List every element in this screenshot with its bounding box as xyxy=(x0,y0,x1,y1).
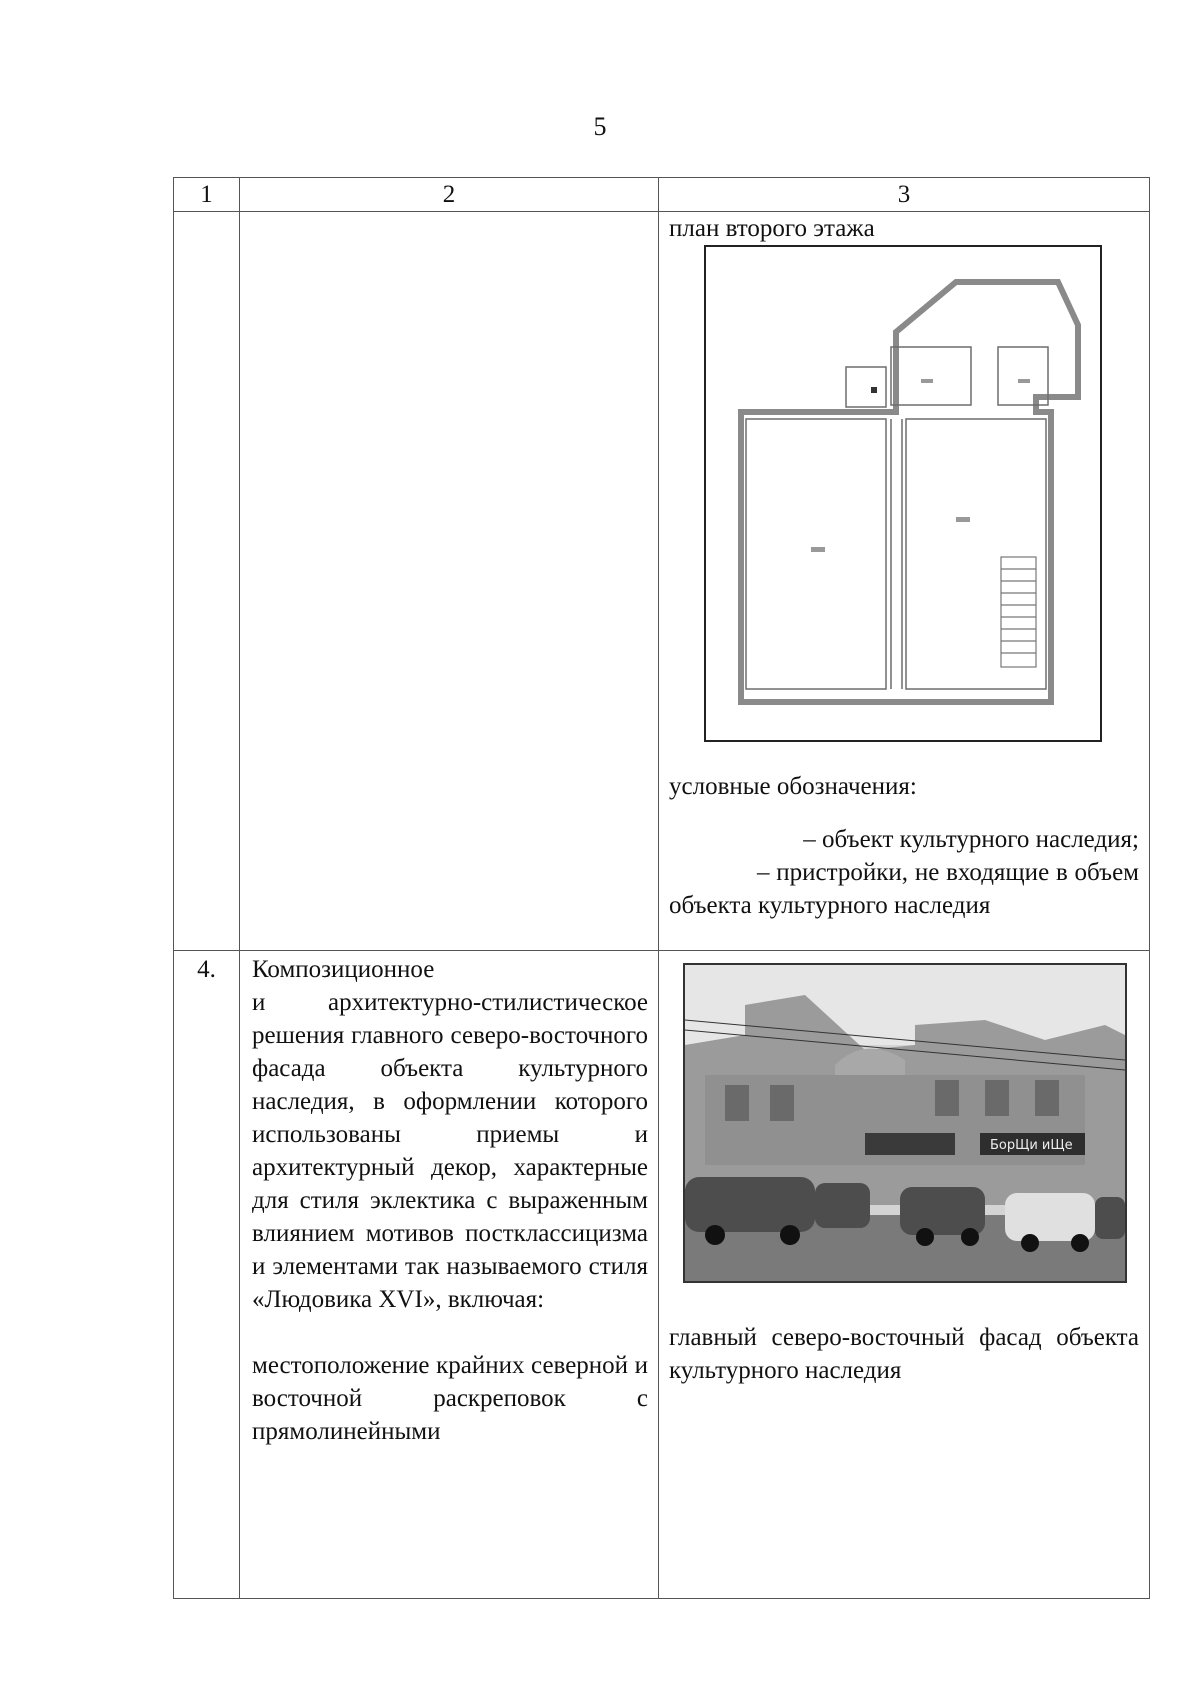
empty-number-cell xyxy=(174,212,240,951)
plan-title: план второго этажа xyxy=(669,215,875,242)
facade-photo-drawing xyxy=(685,965,1125,1281)
description-heading: Композиционное xyxy=(252,956,435,983)
heritage-table xyxy=(173,177,1150,1599)
plan-cell xyxy=(659,212,1150,951)
empty-description-cell xyxy=(240,212,659,951)
legend-item-extensions: – пристройки, не входящие в объем объекта культурного наследия xyxy=(669,859,1139,919)
description-text: и архитектурно-стилистическое решения главного северо-восточного фасада объекта культурного наследия, в оформлении которого использованы приемы и архитектурный декор, характерные для стиля эклектика с выраженным влиянием мотивов постклассицизма и элементами так называемого стиля «Людовика XVI», включая: xyxy=(252,989,648,1313)
header-col-3: 3 xyxy=(659,178,1150,212)
page-number: 5 xyxy=(593,112,607,141)
table-header-row xyxy=(174,178,1150,212)
photo-caption: главный северо-восточный фасад объекта культурного наследия xyxy=(669,1324,1139,1384)
floor-plan-image xyxy=(704,245,1102,742)
table-row xyxy=(174,951,1150,1599)
shop-sign-text: БорЩи иЩе xyxy=(990,1138,1073,1153)
header-col-2: 2 xyxy=(240,178,659,212)
legend-item-heritage: – объект культурного наследия; xyxy=(803,826,1139,853)
facade-photo xyxy=(683,963,1127,1283)
floor-plan-drawing xyxy=(706,247,1100,740)
description-cell xyxy=(240,951,659,1599)
photo-cell xyxy=(659,951,1150,1599)
table-row xyxy=(174,212,1150,951)
header-col-1: 1 xyxy=(174,178,240,212)
description-text-2: местоположение крайних северной и восточной раскреповок с прямолинейными xyxy=(252,1352,648,1445)
legend-title: условные обозначения: xyxy=(669,773,917,800)
row-number: 4. xyxy=(174,951,240,1599)
